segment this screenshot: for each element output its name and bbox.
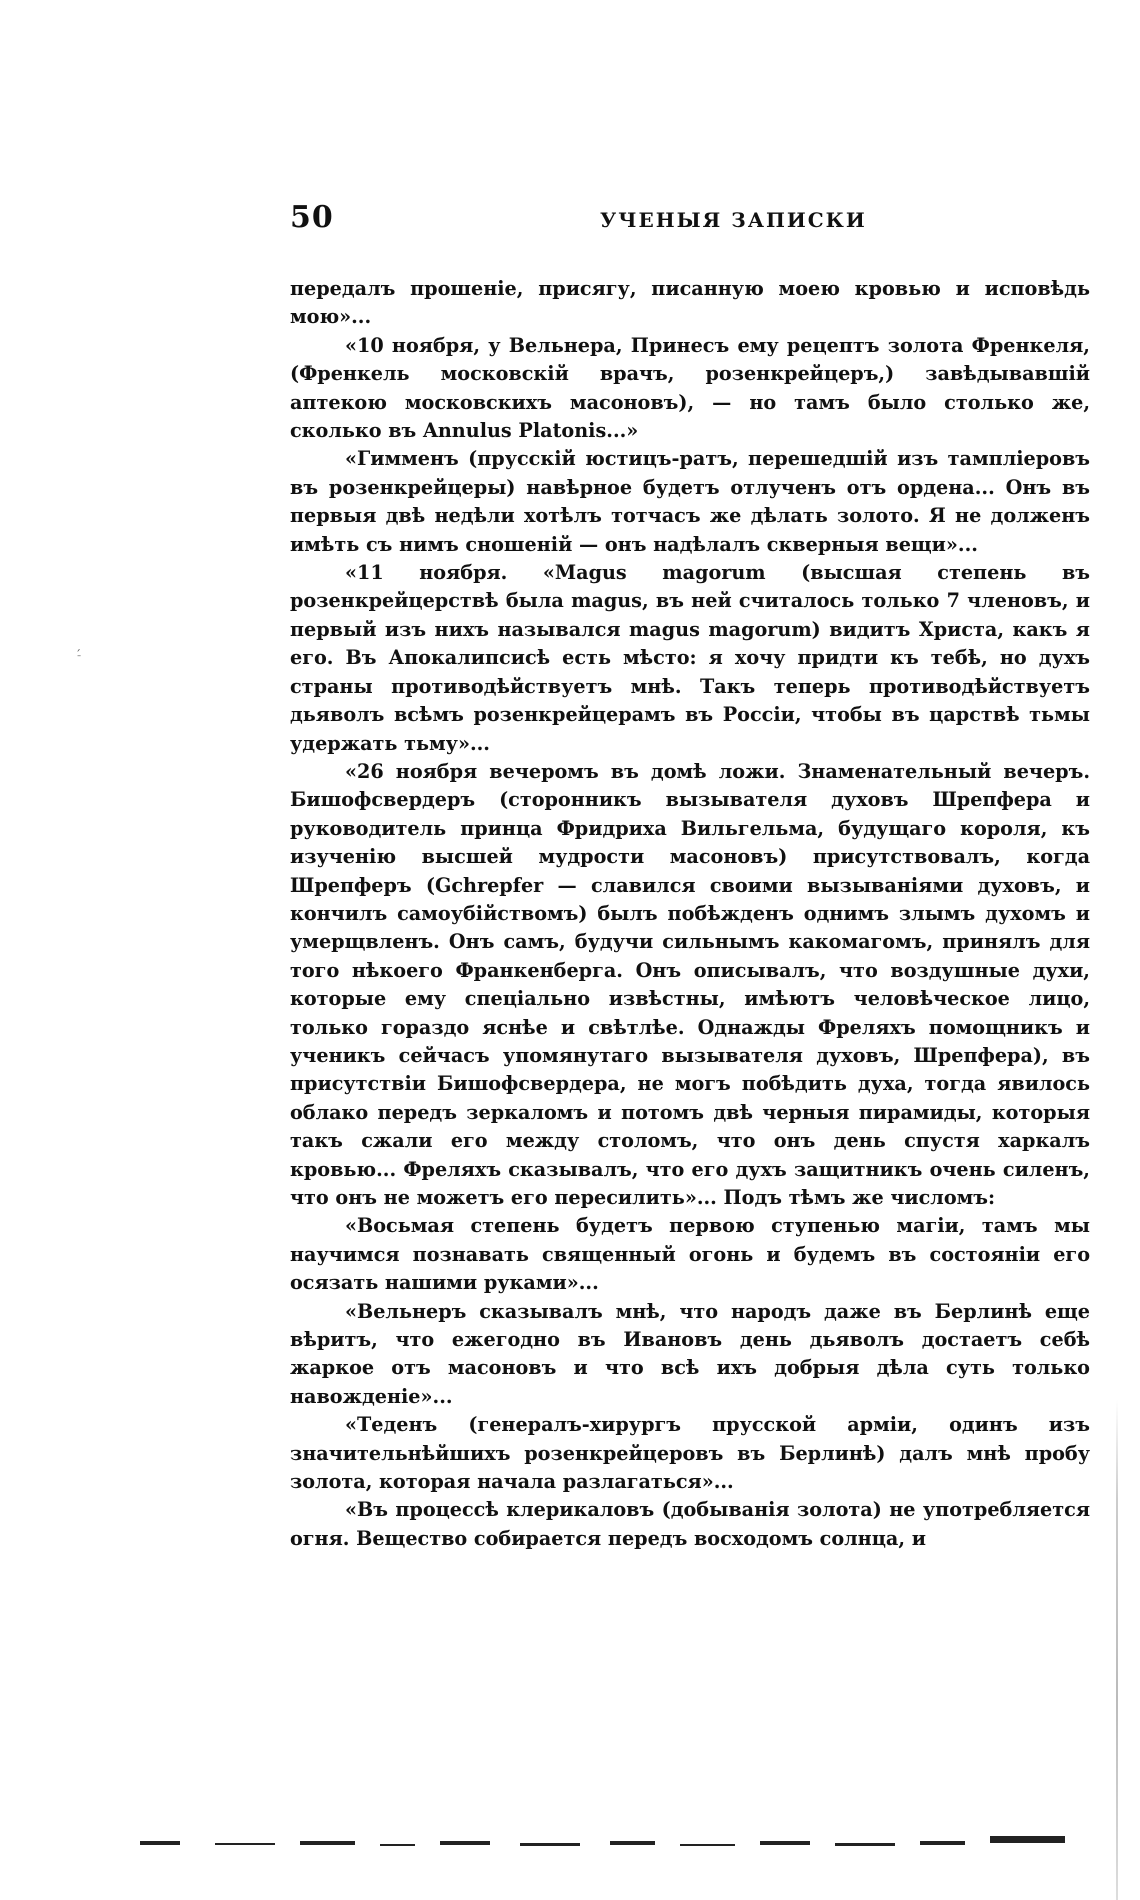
scan-scratch	[990, 1836, 1065, 1843]
margin-mark: ´̵	[75, 648, 81, 662]
running-title: УЧЕНЫЯ ЗАПИСКИ	[600, 208, 867, 232]
paragraph: «Гимменъ (прусскій юстицъ-ратъ, перешедшій изъ тампліеровъ въ розенкрейцеры) навѣрное будетъ отлученъ отъ ордена... Онъ въ первыя двѣ недѣли хотѣлъ тотчасъ же дѣлать золото. Я не долженъ имѣть съ нимъ сношеній — онъ надѣлалъ скверныя вещи»...	[290, 447, 1090, 556]
scan-scratch	[380, 1844, 415, 1846]
body-text	[290, 275, 1090, 1553]
paragraph: передалъ прошеніе, присягу, писанную моею кровью и исповѣдь мою»...	[290, 277, 1090, 329]
scan-scratch	[680, 1844, 735, 1846]
scan-edge-shadow	[1116, 1400, 1118, 1900]
scan-scratch	[140, 1841, 180, 1845]
paragraph: «10 ноября, у Вельнера, Принесъ ему рецептъ золота Френкеля, (Френкель московскій врачъ, розенкрейцеръ,) завѣдывавшій аптекою московскихъ масоновъ), — но тамъ было столько же, сколько въ Annulus Platonis...»	[290, 333, 1090, 443]
page-number: 50	[290, 200, 334, 235]
scan-scratch	[920, 1841, 965, 1845]
scan-scratch	[215, 1843, 275, 1845]
scan-scratch	[520, 1843, 580, 1846]
scan-scratch	[440, 1841, 490, 1845]
paragraph: «Восьмая степень будетъ первою ступенью магіи, тамъ мы научимся познавать священный огонь и будемъ въ состояніи его осязать нашими руками»...	[290, 1214, 1090, 1295]
paragraph: «Теденъ (генералъ-хирургъ прусской арміи, одинъ изъ значительнѣйшихъ розенкрейцеровъ въ Берлинѣ) далъ мнѣ пробу золота, которая начала разлагаться»...	[290, 1413, 1090, 1494]
paragraph: «Вельнеръ сказывалъ мнѣ, что народъ даже въ Берлинѣ еще вѣритъ, что ежегодно въ Ивановъ день дьяволъ достаетъ себѣ жаркое отъ масоновъ и что всѣ ихъ добрыя дѣла суть только навожденіе»...	[290, 1299, 1090, 1408]
scan-scratch	[300, 1841, 355, 1845]
scan-scratch	[760, 1841, 810, 1845]
paragraph: «11 ноября. «Magus magorum (высшая степень въ розенкрейцерствѣ была magus, въ ней считалось только 7 членовъ, и первый изъ нихъ назывался magus magorum) видитъ Христа, какъ я его. Въ Апокалипсисѣ есть мѣсто: я хочу придти къ тебѣ, но духъ страны противодѣйствуетъ мнѣ. Такъ теперь противодѣйствуетъ дьяволъ всѣмъ розенкрейцерамъ въ Россіи, чтобы въ царствѣ тьмы удержать тьму»...	[290, 561, 1090, 755]
paragraph: «Въ процессѣ клерикаловъ (добыванія золота) не употребляется огня. Вещество собирается передъ восходомъ солнца, и	[290, 1498, 1090, 1550]
scan-scratch	[835, 1843, 895, 1846]
page-header	[290, 200, 1080, 250]
paragraph: «26 ноября вечеромъ въ домѣ ложи. Знаменательный вечеръ. Бишофсвердеръ (сторонникъ вызывателя духовъ Шрепфера и руководитель принца Фридриха Вильгельма, будущаго короля, къ изученію высшей мудрости масоновъ) присутствовалъ, когда Шрепферъ (Gchrepfer — славился своими вызываніями духовъ, и кончилъ самоубійствомъ) былъ побѣжденъ однимъ злымъ духомъ и умерщвленъ. Онъ самъ, будучи сильнымъ какомагомъ, принялъ для того нѣкоего Франкенберга. Онъ описывалъ, что воздушные духи, которые ему спеціально извѣстны, имѣютъ человѣческое лицо, только гораздо яснѣе и свѣтлѣе. Однажды Фреляхъ помощникъ и ученикъ сейчасъ упомянутаго вызывателя духовъ, Шрепфера), въ присутствіи Бишофсвердера, не могъ побѣдить духа, тогда явилось облако передъ зеркаломъ и потомъ двѣ черныя пирамиды, которыя такъ сжали его между столомъ, что онъ день спустя харкалъ кровью... Фреляхъ сказывалъ, что его духъ защитникъ очень силенъ, что онъ не можетъ его пересилить»... Подъ тѣмъ же числомъ:	[290, 759, 1090, 1209]
scan-scratch	[610, 1841, 655, 1845]
